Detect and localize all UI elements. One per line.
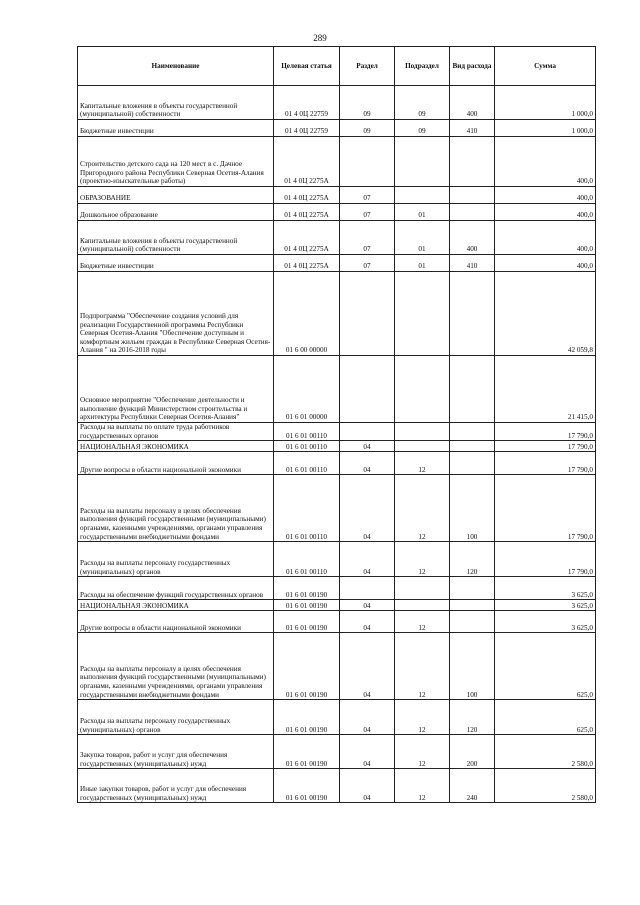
row-section: 04	[340, 633, 395, 700]
row-section	[340, 423, 395, 441]
row-subsection	[395, 441, 450, 452]
row-name: Бюджетные инвестиции	[78, 255, 274, 272]
row-subsection: 09	[395, 120, 450, 137]
header-section: Раздел	[340, 47, 395, 86]
table-row	[78, 769, 596, 803]
row-amount: 17 790,0	[495, 542, 596, 577]
row-expense-type: 120	[450, 542, 495, 577]
row-section: 04	[340, 441, 395, 452]
row-expense-type: 200	[450, 735, 495, 769]
row-section: 04	[340, 600, 395, 611]
header-row	[78, 47, 596, 86]
row-amount: 1 000,0	[495, 86, 596, 120]
row-name: Расходы на выплаты по оплате труда работников государственных органов	[78, 423, 274, 441]
row-target-code: 01 6 01 00190	[274, 611, 340, 633]
row-subsection: 01	[395, 204, 450, 221]
row-name: Другие вопросы в области национальной экономики	[78, 611, 274, 633]
row-expense-type: 120	[450, 700, 495, 735]
table-row	[78, 120, 596, 137]
row-amount: 2 580,0	[495, 769, 596, 803]
row-expense-type	[450, 452, 495, 475]
row-target-code: 01 4 0Ц 22759	[274, 120, 340, 137]
row-name: Строительство детского сада на 120 мест в с. Дачное Пригородного района Республики Северная Осетия-Алания (проектно-изыскательные работы)	[78, 137, 274, 187]
row-name: Расходы на выплаты персоналу в целях обеспечения выполнения функций государственными (муниципальными) органами, казенными учреждениями, органами управления государственными внебюджетными фондами	[78, 633, 274, 700]
row-expense-type	[450, 441, 495, 452]
row-subsection: 12	[395, 735, 450, 769]
row-name: Капитальные вложения в объекты государственной (муниципальной) собственности	[78, 221, 274, 255]
row-section	[340, 577, 395, 600]
table-row	[78, 86, 596, 120]
row-expense-type	[450, 577, 495, 600]
row-target-code: 01 4 0Ц 2275А	[274, 137, 340, 187]
row-expense-type	[450, 137, 495, 187]
row-section: 04	[340, 452, 395, 475]
row-name: Закупка товаров, работ и услуг для обеспечения государственных (муниципальных) нужд	[78, 735, 274, 769]
row-amount: 2 580,0	[495, 735, 596, 769]
row-target-code: 01 6 01 00190	[274, 769, 340, 803]
row-target-code: 01 6 01 00110	[274, 423, 340, 441]
row-name: Подпрограмма "Обеспечение создания условий для реализации Государственной программы Республики Северная Осетия-Алания "Обеспечение доступным и комфортным жильем граждан в Республике Северная Осетия-Алания " на 2016-2018 годы	[78, 272, 274, 356]
row-section: 04	[340, 700, 395, 735]
row-amount: 17 790,0	[495, 441, 596, 452]
row-name: Основное мероприятие "Обеспечение деятельности и выполнение функций Министерством строительства и архитектуры Республики Северная Осетия-Алания"	[78, 356, 274, 423]
row-target-code: 01 4 0Ц 2275А	[274, 255, 340, 272]
row-subsection: 01	[395, 255, 450, 272]
row-section	[340, 272, 395, 356]
row-amount: 400,0	[495, 187, 596, 204]
row-name: Другие вопросы в области национальной экономики	[78, 452, 274, 475]
page-number: 289	[313, 33, 327, 43]
row-section: 07	[340, 204, 395, 221]
row-subsection: 12	[395, 611, 450, 633]
row-target-code: 01 6 01 00000	[274, 356, 340, 423]
table-row	[78, 204, 596, 221]
row-amount: 1 000,0	[495, 120, 596, 137]
row-amount: 400,0	[495, 255, 596, 272]
row-name: Дошкольное образование	[78, 204, 274, 221]
row-section	[340, 356, 395, 423]
table-row	[78, 700, 596, 735]
row-section: 09	[340, 86, 395, 120]
row-section: 04	[340, 542, 395, 577]
row-section: 04	[340, 475, 395, 542]
row-target-code: 01 4 0Ц 2275А	[274, 204, 340, 221]
row-target-code: 01 6 01 00190	[274, 735, 340, 769]
header-subsection: Подраздел	[395, 47, 450, 86]
row-expense-type	[450, 356, 495, 423]
row-amount: 400,0	[495, 137, 596, 187]
row-subsection: 12	[395, 769, 450, 803]
table-row	[78, 475, 596, 542]
row-amount: 17 790,0	[495, 452, 596, 475]
row-subsection: 12	[395, 633, 450, 700]
table-row	[78, 423, 596, 441]
row-subsection	[395, 272, 450, 356]
table-row	[78, 633, 596, 700]
table-row	[78, 221, 596, 255]
row-subsection	[395, 356, 450, 423]
row-amount: 3 625,0	[495, 577, 596, 600]
row-target-code: 01 4 0Ц 2275А	[274, 187, 340, 204]
row-expense-type	[450, 611, 495, 633]
row-name: НАЦИОНАЛЬНАЯ ЭКОНОМИКА	[78, 600, 274, 611]
row-amount: 17 790,0	[495, 423, 596, 441]
row-section: 04	[340, 769, 395, 803]
row-expense-type	[450, 272, 495, 356]
row-subsection	[395, 423, 450, 441]
row-name: Расходы на обеспечение функций государственных органов	[78, 577, 274, 600]
row-name: Иные закупки товаров, работ и услуг для обеспечения государственных (муниципальных) нужд	[78, 769, 274, 803]
table-row	[78, 577, 596, 600]
row-amount: 3 625,0	[495, 600, 596, 611]
row-name: ОБРАЗОВАНИЕ	[78, 187, 274, 204]
header-name: Наименование	[78, 47, 274, 86]
row-subsection	[395, 577, 450, 600]
row-subsection: 09	[395, 86, 450, 120]
table-row	[78, 187, 596, 204]
row-amount: 400,0	[495, 221, 596, 255]
row-amount: 42 059,8	[495, 272, 596, 356]
row-subsection	[395, 187, 450, 204]
row-name: Капитальные вложения в объекты государственной (муниципальной) собственности	[78, 86, 274, 120]
row-target-code: 01 6 01 00190	[274, 600, 340, 611]
table-row	[78, 356, 596, 423]
table-row	[78, 735, 596, 769]
table-row	[78, 452, 596, 475]
row-subsection: 12	[395, 475, 450, 542]
row-target-code: 01 4 0Ц 2275А	[274, 221, 340, 255]
header-target: Целевая статья	[274, 47, 340, 86]
row-expense-type: 240	[450, 769, 495, 803]
row-target-code: 01 6 01 00110	[274, 475, 340, 542]
row-amount: 625,0	[495, 700, 596, 735]
row-subsection: 12	[395, 542, 450, 577]
row-target-code: 01 6 01 00110	[274, 441, 340, 452]
row-subsection: 12	[395, 700, 450, 735]
row-subsection: 01	[395, 221, 450, 255]
row-target-code: 01 6 01 00190	[274, 633, 340, 700]
table-row	[78, 441, 596, 452]
row-subsection	[395, 137, 450, 187]
row-expense-type	[450, 600, 495, 611]
row-target-code: 01 6 01 00110	[274, 452, 340, 475]
row-expense-type: 410	[450, 255, 495, 272]
row-name: НАЦИОНАЛЬНАЯ ЭКОНОМИКА	[78, 441, 274, 452]
row-expense-type	[450, 204, 495, 221]
row-amount: 400,0	[495, 204, 596, 221]
header-amount: Сумма	[495, 47, 596, 86]
table-row	[78, 600, 596, 611]
header-expense-type: Вид расхода	[450, 47, 495, 86]
table-row	[78, 137, 596, 187]
row-amount: 3 625,0	[495, 611, 596, 633]
row-section: 04	[340, 611, 395, 633]
row-section	[340, 137, 395, 187]
row-target-code: 01 6 00 00000	[274, 272, 340, 356]
row-expense-type: 400	[450, 221, 495, 255]
row-name: Расходы на выплаты персоналу государственных (муниципальных) органов	[78, 700, 274, 735]
row-expense-type: 100	[450, 475, 495, 542]
row-expense-type	[450, 187, 495, 204]
row-amount: 17 790,0	[495, 475, 596, 542]
row-name: Расходы на выплаты персоналу государственных (муниципальных) органов	[78, 542, 274, 577]
row-section: 07	[340, 255, 395, 272]
row-section: 04	[340, 735, 395, 769]
table-row	[78, 272, 596, 356]
row-expense-type	[450, 423, 495, 441]
table-row	[78, 611, 596, 633]
row-section: 09	[340, 120, 395, 137]
row-subsection	[395, 600, 450, 611]
table-row	[78, 255, 596, 272]
row-section: 07	[340, 221, 395, 255]
table-row	[78, 542, 596, 577]
row-name: Бюджетные инвестиции	[78, 120, 274, 137]
row-subsection: 12	[395, 452, 450, 475]
row-section: 07	[340, 187, 395, 204]
row-target-code: 01 4 0Ц 22759	[274, 86, 340, 120]
row-expense-type: 410	[450, 120, 495, 137]
row-amount: 21 415,0	[495, 356, 596, 423]
row-name: Расходы на выплаты персоналу в целях обеспечения выполнения функций государственными (муниципальными) органами, казенными учреждениями, органами управления государственными внебюджетными фондами	[78, 475, 274, 542]
row-target-code: 01 6 01 00190	[274, 700, 340, 735]
row-expense-type: 400	[450, 86, 495, 120]
row-target-code: 01 6 01 00190	[274, 577, 340, 600]
row-amount: 625,0	[495, 633, 596, 700]
row-target-code: 01 6 01 00110	[274, 542, 340, 577]
budget-table	[77, 46, 596, 803]
row-expense-type: 100	[450, 633, 495, 700]
